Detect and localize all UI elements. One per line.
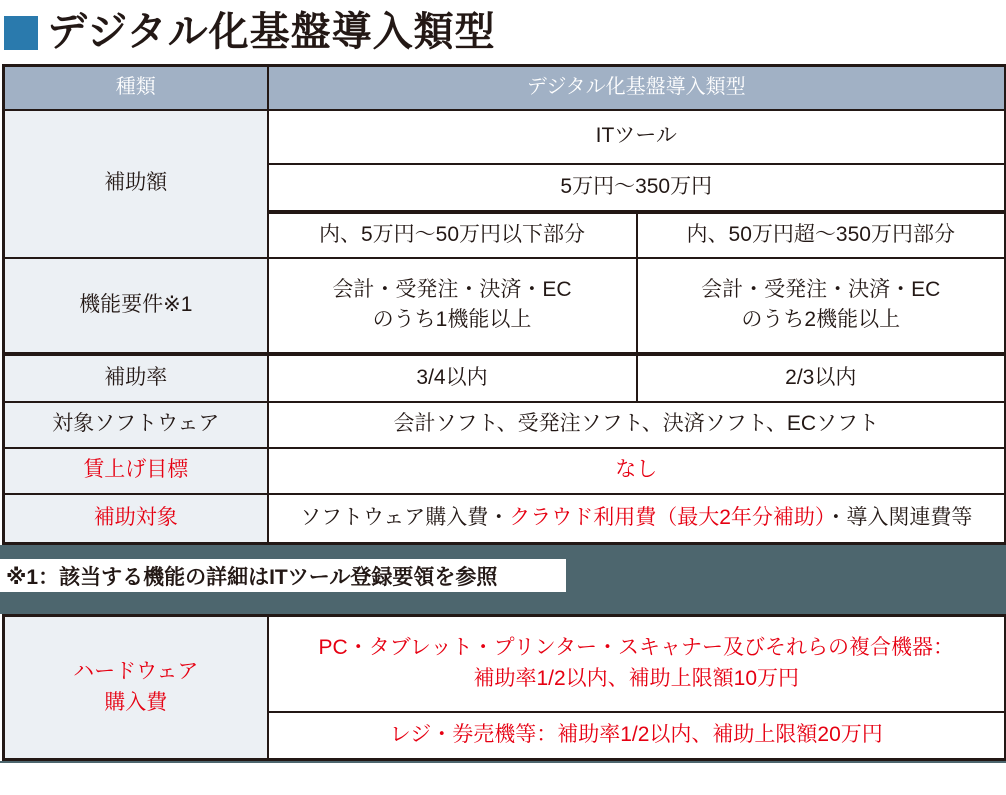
title-square-icon	[4, 16, 38, 50]
it-tool-cell: ITツール	[268, 110, 1006, 164]
subsidy-amount-label-cell: 補助額	[4, 110, 268, 258]
hardware-table	[2, 614, 1006, 761]
target-software-value-cell: 会計ソフト、受発注ソフト、決済ソフト、ECソフト	[268, 402, 1006, 448]
function-req-left-cell	[268, 258, 637, 354]
subsidy-target-value-cell	[268, 494, 1006, 544]
wage-target-value-cell: なし	[268, 448, 1006, 494]
hardware-row1-line2: 補助率1/2以内、補助上限額10万円	[473, 666, 800, 690]
page-title	[0, 0, 1006, 64]
function-req-right-line2: のうち2機能以上	[741, 308, 901, 331]
page-title-text: デジタル化基盤導入類型	[47, 10, 496, 54]
amount-range-cell: 5万円～350万円	[268, 164, 1006, 212]
wage-target-label-cell: 賃上げ目標	[4, 448, 268, 494]
function-req-right-cell	[637, 258, 1006, 354]
subsidy-rate-right-cell: 2/3以内	[637, 354, 1006, 402]
hardware-row2-cell: レジ・券売機等：補助率1/2以内、補助上限額20万円	[268, 712, 1006, 760]
subsidy-target-seg2: クラウド利用費（最大2年分補助）	[509, 506, 826, 530]
function-req-left-line2: のうち1機能以上	[372, 308, 532, 331]
table-row	[4, 494, 1006, 544]
table-row	[4, 616, 1006, 712]
amount-part-high-cell: 内、50万円超～350万円部分	[637, 212, 1006, 258]
table-row	[4, 448, 1006, 494]
table-row	[4, 354, 1006, 402]
hardware-label-cell	[4, 616, 268, 760]
table-row	[4, 402, 1006, 448]
subsidy-target-seg3: ・導入関連費等	[825, 506, 973, 530]
hardware-row1-cell	[268, 616, 1006, 712]
amount-part-low-cell: 内、5万円～50万円以下部分	[268, 212, 637, 258]
header-type-cell: 種類	[4, 66, 268, 110]
function-req-left-line1: 会計・受発注・決済・EC	[332, 277, 572, 301]
hardware-row1-line1: PC・タブレット・プリンター・スキャナー及びそれらの複合機器：	[318, 636, 954, 660]
subsidy-target-label-cell: 補助対象	[4, 494, 268, 544]
table-row	[4, 66, 1006, 110]
function-req-label-cell: 機能要件※1	[4, 258, 268, 354]
hardware-label-line2: 購入費	[104, 690, 168, 714]
footnote-text: ※1：該当する機能の詳細はITツール登録要領を参照	[6, 565, 498, 589]
subsidy-target-seg1: ソフトウェア購入費・	[300, 506, 510, 530]
target-software-label-cell: 対象ソフトウェア	[4, 402, 268, 448]
main-table	[2, 64, 1006, 545]
function-req-right-line1: 会計・受発注・決済・EC	[701, 277, 941, 301]
subsidy-rate-left-cell: 3/4以内	[268, 354, 637, 402]
footnote	[0, 559, 566, 592]
table-shadow-band	[0, 545, 1006, 614]
subsidy-rate-label-cell: 補助率	[4, 354, 268, 402]
bottom-shadow-band	[0, 761, 1006, 763]
table-row	[4, 258, 1006, 354]
hardware-label-line1: ハードウェア	[73, 660, 199, 684]
header-name-cell: デジタル化基盤導入類型	[268, 66, 1006, 110]
table-row	[4, 110, 1006, 164]
